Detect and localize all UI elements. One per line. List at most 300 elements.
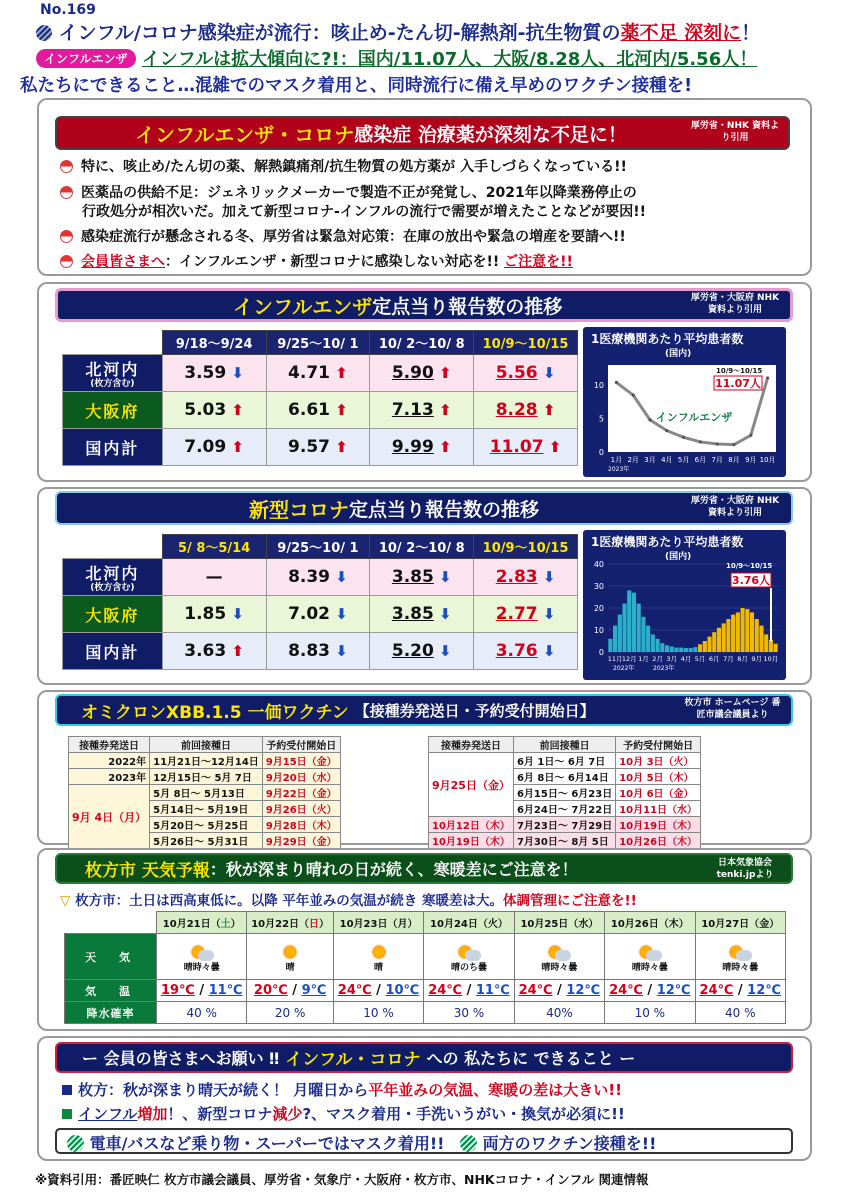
down-arrow-icon: ⬇ bbox=[330, 642, 348, 660]
temp-low: 11℃ bbox=[208, 983, 243, 998]
bar bbox=[750, 612, 754, 652]
column-header: 10/9～10/15 bbox=[474, 331, 578, 355]
value: 4.71 bbox=[288, 363, 330, 383]
column-header: 接種券発送日 bbox=[69, 737, 150, 753]
flu-chart: 1医療機関あたり平均患者数 (国内) 0 5 10 1月 2月 3月 4月 5月 6月 7月 8月 9月 10月 2023年 10/9～10/15 11.07人 インフルエンザ bbox=[583, 327, 786, 477]
table-row bbox=[429, 833, 701, 849]
prev-date: 5月26日～ 5月31日 bbox=[150, 833, 263, 849]
value-cell bbox=[266, 355, 370, 392]
temp-low: 12℃ bbox=[747, 983, 782, 998]
headline-1: インフル/コロナ感染症が流行：咳止め-たん切-解熱剤-抗生物質の薬不足 深刻に！ bbox=[36, 18, 760, 45]
weather-cell bbox=[695, 934, 785, 980]
data-point bbox=[682, 436, 685, 439]
value-cell bbox=[370, 355, 474, 392]
row-sub: (枚方含む) bbox=[90, 583, 135, 593]
headline-3: 私たちにできること…混雑でのマスク着用と、同時流行に備え早めのワクチン接種を! bbox=[20, 76, 693, 96]
table-row bbox=[63, 633, 578, 670]
weather-source: 日本気象協会 tenki.jpより bbox=[716, 858, 774, 880]
day-close: ） bbox=[678, 919, 689, 930]
value: 8.28 bbox=[495, 400, 538, 420]
table-row bbox=[63, 355, 578, 392]
triangle-icon: ▽ bbox=[60, 893, 71, 909]
bar bbox=[703, 641, 707, 652]
chart-note: 10/9～10/15 bbox=[726, 562, 773, 570]
chart-value: 3.76人 bbox=[731, 574, 771, 587]
value: 7.13 bbox=[391, 400, 434, 420]
bullet-icon bbox=[60, 160, 73, 173]
value-cell bbox=[370, 633, 474, 670]
bar bbox=[689, 648, 693, 652]
sun-icon bbox=[371, 944, 387, 960]
temp-sep: / bbox=[552, 983, 567, 998]
bar bbox=[764, 634, 768, 652]
x-tick-label: 2月 bbox=[627, 456, 639, 464]
bar bbox=[774, 644, 778, 652]
shortage-bullet-2: 医薬品の供給不足：ジェネリックメーカーで製造不正が発覚し、2021年以降業務停止の bbox=[60, 184, 637, 202]
day-date: 10月21日（ bbox=[162, 919, 221, 930]
x-tick-label: 5月 bbox=[694, 655, 706, 663]
value: 3.59 bbox=[184, 363, 227, 383]
bar bbox=[656, 639, 660, 652]
day-weekday: 土 bbox=[220, 919, 231, 930]
bar bbox=[674, 648, 678, 652]
day-weekday: 日 bbox=[309, 919, 320, 930]
bar bbox=[707, 637, 711, 652]
reserve-date: 9月29日（金） bbox=[262, 833, 340, 849]
value-cell bbox=[474, 596, 578, 633]
value: 8.39 bbox=[288, 567, 331, 587]
shortage-bullet-1: 特に、咳止め/たん切の薬、解熱鎮痛剤/抗生物質の処方薬が 入手しづらくなっている!! bbox=[60, 158, 627, 176]
temp-low: 11℃ bbox=[475, 983, 510, 998]
weather-summary: ▽ 枚方市：土日は西高東低に。以降 平年並みの気温が続き 寒暖差は大。体調管理にご注意を!! bbox=[60, 893, 637, 909]
bar bbox=[755, 619, 759, 652]
day-date: 10月27日（ bbox=[701, 919, 760, 930]
sun-cloud-icon bbox=[605, 941, 694, 960]
bar bbox=[618, 615, 622, 652]
prev-date: 6月24日～ 7月22日 bbox=[513, 801, 615, 817]
cloud-icon bbox=[198, 950, 214, 961]
value: 7.02 bbox=[288, 604, 331, 624]
value-cell bbox=[162, 633, 266, 670]
data-point bbox=[732, 443, 735, 446]
down-arrow-icon: ⬇ bbox=[537, 642, 556, 660]
value-cell bbox=[474, 633, 578, 670]
table-row bbox=[63, 596, 578, 633]
weather-cell bbox=[333, 934, 423, 980]
value-cell bbox=[370, 429, 474, 466]
day-weekday: 木 bbox=[668, 919, 679, 930]
bar bbox=[759, 626, 763, 652]
row-label: 天 気 bbox=[65, 934, 157, 980]
down-arrow-icon: ⬇ bbox=[537, 568, 556, 586]
value: 3.85 bbox=[391, 604, 434, 624]
year-label: 2023年 bbox=[653, 665, 675, 672]
bar bbox=[731, 615, 735, 652]
table-row bbox=[429, 817, 701, 833]
bar bbox=[641, 617, 645, 652]
sun-cloud-icon bbox=[696, 941, 785, 960]
bar bbox=[627, 590, 631, 652]
precip-cell: 10 % bbox=[605, 1002, 695, 1024]
bar bbox=[622, 604, 626, 652]
vaccine-table-right bbox=[428, 736, 701, 849]
column-header: 9/25～10/ 1 bbox=[266, 331, 370, 355]
value-cell bbox=[162, 355, 266, 392]
reserve-date: 9月28日（木） bbox=[262, 817, 340, 833]
covid-chart-svg bbox=[586, 558, 783, 678]
header-row bbox=[69, 737, 341, 753]
header-row bbox=[63, 535, 578, 559]
temp-cell bbox=[605, 980, 695, 1002]
value-cell bbox=[474, 429, 578, 466]
chart-value: 11.07人 bbox=[715, 377, 761, 390]
prev-date: 5月14日～ 5月19日 bbox=[150, 801, 263, 817]
temp-cell bbox=[157, 980, 247, 1002]
condition: 晴のち曇 bbox=[450, 962, 487, 973]
corner-cell bbox=[63, 535, 163, 559]
down-arrow-icon: ⬇ bbox=[433, 642, 452, 660]
weather-cell bbox=[514, 934, 604, 980]
column-header: 前回接種日 bbox=[150, 737, 263, 753]
value: 5.20 bbox=[391, 641, 434, 661]
table-row bbox=[69, 753, 341, 769]
day-date: 10月26日（ bbox=[610, 919, 669, 930]
value-cell bbox=[370, 596, 474, 633]
bar bbox=[670, 647, 674, 653]
x-tick-label: 7月 bbox=[711, 456, 723, 464]
bar bbox=[665, 645, 669, 652]
row-label bbox=[63, 633, 163, 670]
send-date: 9月25日（金） bbox=[429, 753, 514, 817]
bar bbox=[613, 626, 617, 652]
down-arrow-icon: ⬇ bbox=[433, 605, 452, 623]
request-line-3: 電車/バスなど乗り物・スーパーではマスク着用!! 両方のワクチン接種を!! bbox=[55, 1128, 793, 1154]
bar bbox=[736, 612, 740, 652]
day-date: 10月22日（ bbox=[251, 919, 310, 930]
value: — bbox=[205, 567, 223, 587]
temp-sep: / bbox=[194, 983, 209, 998]
flu-badge: インフルエンザ bbox=[36, 49, 136, 68]
column-header: 予約受付開始日 bbox=[616, 737, 701, 753]
value: 11.07 bbox=[489, 437, 544, 457]
data-point bbox=[615, 381, 618, 384]
sun-icon bbox=[334, 941, 423, 960]
bar bbox=[745, 609, 749, 652]
day-close: ） bbox=[588, 919, 599, 930]
row-name: 国内計 bbox=[85, 438, 140, 458]
table-row bbox=[429, 753, 701, 769]
precip-cell: 10 % bbox=[333, 1002, 423, 1024]
temp-cell bbox=[514, 980, 604, 1002]
day-header bbox=[514, 912, 604, 934]
day-header bbox=[157, 912, 247, 934]
weather-cell bbox=[424, 934, 514, 980]
reserve-date: 10月 6日（金） bbox=[616, 785, 701, 801]
day-close: ） bbox=[230, 919, 241, 930]
reserve-date: 10月19日（木） bbox=[616, 817, 701, 833]
value: 2.77 bbox=[495, 604, 538, 624]
row-name: 国内計 bbox=[85, 642, 140, 662]
corner-cell bbox=[63, 331, 163, 355]
striped-ball-icon bbox=[460, 1135, 477, 1152]
flu-chart-svg bbox=[586, 357, 783, 474]
x-tick-label: 10月 bbox=[763, 655, 779, 663]
data-point bbox=[665, 429, 668, 432]
prev-date: 11月21日～12月14日 bbox=[150, 753, 263, 769]
cloud-icon bbox=[555, 950, 571, 961]
vaccine-source: 枚方市 ホームページ 番匠市議会議員より bbox=[684, 698, 781, 720]
value: 1.85 bbox=[184, 604, 227, 624]
up-arrow-icon: ⬆ bbox=[433, 401, 452, 419]
data-point bbox=[699, 440, 702, 443]
day-header bbox=[424, 912, 514, 934]
send-date-2022: 2022年 bbox=[69, 753, 150, 769]
bar bbox=[646, 626, 650, 652]
temp-sep: / bbox=[371, 983, 386, 998]
prev-date: 12月15日～ 5月 7日 bbox=[150, 769, 263, 785]
reserve-date: 9月26日（火） bbox=[262, 801, 340, 817]
y-tick-label: 10 bbox=[593, 381, 604, 391]
value-cell bbox=[370, 559, 474, 596]
day-header bbox=[333, 912, 423, 934]
bullet-icon bbox=[60, 186, 73, 199]
y-tick-label: 0 bbox=[598, 648, 604, 657]
send-date: 9月 4日（月） bbox=[69, 785, 150, 849]
up-arrow-icon: ⬆ bbox=[433, 364, 452, 382]
y-tick-label: 10 bbox=[593, 626, 604, 635]
condition: 晴時々曇 bbox=[541, 962, 578, 973]
prev-date: 6月 8日～ 6月14日 bbox=[513, 769, 615, 785]
column-header: 10/9～10/15 bbox=[474, 535, 578, 559]
value-cell bbox=[162, 392, 266, 429]
weather-table bbox=[64, 911, 786, 1024]
sun-cloud-icon bbox=[157, 941, 246, 960]
x-tick-label: 5月 bbox=[677, 456, 690, 464]
day-weekday: 火 bbox=[487, 919, 498, 930]
row-label: 降水確率 bbox=[65, 1002, 157, 1024]
bullet-icon bbox=[60, 230, 73, 243]
temp-low: 9℃ bbox=[301, 983, 327, 998]
cloud-icon bbox=[736, 950, 752, 961]
x-tick-label: 3月 bbox=[666, 655, 678, 663]
up-arrow-icon: ⬆ bbox=[330, 364, 348, 382]
down-arrow-icon: ⬇ bbox=[537, 605, 556, 623]
temp-sep: / bbox=[642, 983, 657, 998]
shortage-source: 厚労省・NHK 資料より引用 bbox=[690, 121, 780, 143]
x-tick-label: 12月 bbox=[621, 655, 637, 663]
down-arrow-icon: ⬇ bbox=[226, 605, 245, 623]
day-weekday: 月 bbox=[397, 919, 408, 930]
weather-row bbox=[65, 934, 786, 980]
sun-cloud-icon bbox=[424, 941, 513, 960]
weather-banner: 枚方市 天気予報 ：秋が深まり晴れの日が続く、寒暖差にご注意を！ bbox=[55, 853, 793, 884]
column-header: 接種券発送日 bbox=[429, 737, 514, 753]
year-label: 2023年 bbox=[608, 466, 630, 473]
x-tick-label: 11月 bbox=[607, 655, 623, 663]
temp-high: 24℃ bbox=[428, 983, 463, 998]
flu-table bbox=[62, 330, 578, 466]
value: 5.03 bbox=[184, 400, 227, 420]
x-tick-label: 1月 bbox=[638, 655, 649, 663]
flu-banner: インフルエンザ 定点当り報告数の推移 bbox=[55, 288, 793, 322]
value-cell bbox=[266, 392, 370, 429]
day-close: ） bbox=[319, 919, 330, 930]
row-label bbox=[63, 429, 163, 466]
value-cell bbox=[266, 559, 370, 596]
day-date: 10月24日（ bbox=[430, 919, 488, 930]
striped-ball-icon bbox=[67, 1135, 84, 1152]
value: 9.99 bbox=[391, 437, 434, 457]
value-cell bbox=[474, 559, 578, 596]
temp-high: 19℃ bbox=[160, 983, 195, 998]
bar bbox=[632, 593, 636, 652]
shortage-banner: インフルエンザ・コロナ 感染症 治療薬が深刻な不足に！ bbox=[55, 116, 790, 150]
value: 8.83 bbox=[288, 641, 331, 661]
y-tick-label: 30 bbox=[593, 582, 604, 591]
day-close: ） bbox=[407, 919, 418, 930]
bar bbox=[698, 644, 702, 652]
precip-cell: 40 % bbox=[157, 1002, 247, 1024]
temp-cell bbox=[424, 980, 514, 1002]
temp-cell bbox=[333, 980, 423, 1002]
temp-low: 10℃ bbox=[385, 983, 420, 998]
column-header: 予約受付開始日 bbox=[262, 737, 340, 753]
precip-cell: 40% bbox=[514, 1002, 604, 1024]
x-tick-label: 3月 bbox=[644, 456, 656, 464]
temp-sep: / bbox=[287, 983, 302, 998]
down-arrow-icon: ⬇ bbox=[433, 568, 452, 586]
prev-date: 5月20日～ 5月25日 bbox=[150, 817, 263, 833]
down-arrow-icon: ⬇ bbox=[226, 364, 244, 382]
data-point bbox=[632, 394, 635, 397]
value: 7.09 bbox=[184, 437, 227, 457]
column-header: 前回接種日 bbox=[513, 737, 615, 753]
x-tick-label: 8月 bbox=[737, 655, 748, 663]
data-point bbox=[749, 434, 752, 437]
x-tick-label: 10月 bbox=[759, 456, 776, 464]
vaccine-table-left bbox=[68, 736, 341, 849]
x-tick-label: 8月 bbox=[728, 456, 740, 464]
sun-icon bbox=[282, 944, 298, 960]
condition: 晴時々曇 bbox=[183, 962, 220, 973]
reserve-date: 9月20日（水） bbox=[262, 769, 340, 785]
footer-sources: ※資料引用：番匠映仁 枚方市議会議員、厚労省・気象庁・大阪府・枚方市、NHKコロナ・インフル 関連情報 bbox=[35, 1172, 649, 1187]
row-name: 大阪府 bbox=[85, 605, 140, 625]
value-cell bbox=[474, 355, 578, 392]
reserve-date: 9月22日（金） bbox=[262, 785, 340, 801]
column-header: 9/18～9/24 bbox=[162, 331, 266, 355]
value-cell bbox=[266, 633, 370, 670]
row-label bbox=[63, 355, 163, 392]
x-tick-label: 2月 bbox=[652, 655, 663, 663]
sun-icon bbox=[247, 941, 332, 960]
table-row bbox=[69, 785, 341, 801]
day-date: 10月25日（ bbox=[520, 919, 579, 930]
reserve-date: 10月26日（木） bbox=[616, 833, 701, 849]
value-cell bbox=[162, 596, 266, 633]
send-date-2023: 2023年 bbox=[69, 769, 150, 785]
condition: 晴時々曇 bbox=[722, 962, 759, 973]
reserve-date: 10月11日（水） bbox=[616, 801, 701, 817]
day-close: ） bbox=[769, 919, 780, 930]
temp-high: 24℃ bbox=[337, 983, 372, 998]
header-row bbox=[429, 737, 701, 753]
value-cell bbox=[266, 596, 370, 633]
shortage-bullet-2b: 行政処分が相次いだ。加えて新型コロナ-インフルの流行で需要が増えたことなどが要因!! bbox=[82, 204, 647, 220]
temp-high: 24℃ bbox=[609, 983, 643, 998]
row-label: 気 温 bbox=[65, 980, 157, 1002]
bar bbox=[769, 640, 773, 652]
table-row bbox=[63, 559, 578, 596]
column-header: 5/ 8～5/14 bbox=[162, 535, 266, 559]
series-label: インフルエンザ bbox=[655, 411, 733, 424]
value: 3.63 bbox=[184, 641, 227, 661]
temp-low: 12℃ bbox=[566, 983, 601, 998]
down-arrow-icon: ⬇ bbox=[330, 605, 348, 623]
x-tick-label: 7月 bbox=[723, 655, 734, 663]
weather-cell bbox=[605, 934, 695, 980]
prev-date: 6月15日～ 6月23日 bbox=[513, 785, 615, 801]
temp-row bbox=[65, 980, 786, 1002]
send-date: 10月19日（木） bbox=[429, 833, 514, 849]
condition: 晴 bbox=[374, 962, 384, 973]
precip-cell: 20 % bbox=[247, 1002, 333, 1024]
down-arrow-icon: ⬇ bbox=[537, 364, 556, 382]
header-row bbox=[63, 331, 578, 355]
day-date: 10月23日（ bbox=[339, 919, 398, 930]
value: 5.56 bbox=[495, 363, 538, 383]
bar bbox=[726, 619, 730, 652]
bar bbox=[679, 648, 683, 652]
x-tick-label: 4月 bbox=[680, 655, 692, 663]
bar bbox=[717, 628, 721, 652]
shortage-bullet-3: 感染症流行が懸念される冬、厚労省は緊急対応策：在庫の放出や緊急の増産を要請へ!! bbox=[60, 228, 626, 246]
headline-2: インフルエンザ インフルは拡大傾向に?!：国内/11.07人、大阪/8.28人、北河内/5.56人！ bbox=[36, 45, 757, 71]
column-header: 10/ 2～10/ 8 bbox=[370, 535, 474, 559]
prev-date: 7月30日～ 8月 5日 bbox=[513, 833, 615, 849]
day-weekday: 水 bbox=[578, 919, 589, 930]
value: 9.57 bbox=[288, 437, 330, 457]
temp-sep: / bbox=[462, 983, 476, 998]
x-tick-label: 9月 bbox=[751, 655, 763, 663]
day-header bbox=[605, 912, 695, 934]
down-arrow-icon: ⬇ bbox=[330, 568, 348, 586]
up-arrow-icon: ⬆ bbox=[433, 438, 452, 456]
vaccine-banner: オミクロンXBB.1.5 一価ワクチン 【接種券発送日・予約受付開始日】 bbox=[55, 694, 793, 726]
value-cell bbox=[266, 429, 370, 466]
value: 3.85 bbox=[391, 567, 434, 587]
row-label bbox=[63, 392, 163, 429]
reserve-date: 10月 3日（火） bbox=[616, 753, 701, 769]
x-tick-label: 1月 bbox=[610, 456, 623, 464]
row-sub: (枚方含む) bbox=[90, 379, 135, 389]
prev-date: 6月 1日～ 6月 7日 bbox=[513, 753, 615, 769]
table-row bbox=[69, 769, 341, 785]
covid-table bbox=[62, 534, 578, 670]
request-line-1: 枚方：秋が深まり晴天が続く！ 月曜日から平年並みの気温、寒暖の差は大きい!! bbox=[62, 1079, 622, 1100]
bar bbox=[693, 647, 697, 652]
bar bbox=[608, 639, 612, 652]
data-point bbox=[766, 376, 769, 379]
condition: 晴 bbox=[285, 962, 295, 973]
temp-cell bbox=[695, 980, 785, 1002]
condition: 晴時々曇 bbox=[631, 962, 668, 973]
bar bbox=[637, 604, 641, 652]
x-tick-label: 9月 bbox=[745, 456, 757, 464]
send-date: 10月12日（木） bbox=[429, 817, 514, 833]
prev-date: 7月23日～ 7月29日 bbox=[513, 817, 615, 833]
value-cell bbox=[162, 559, 266, 596]
